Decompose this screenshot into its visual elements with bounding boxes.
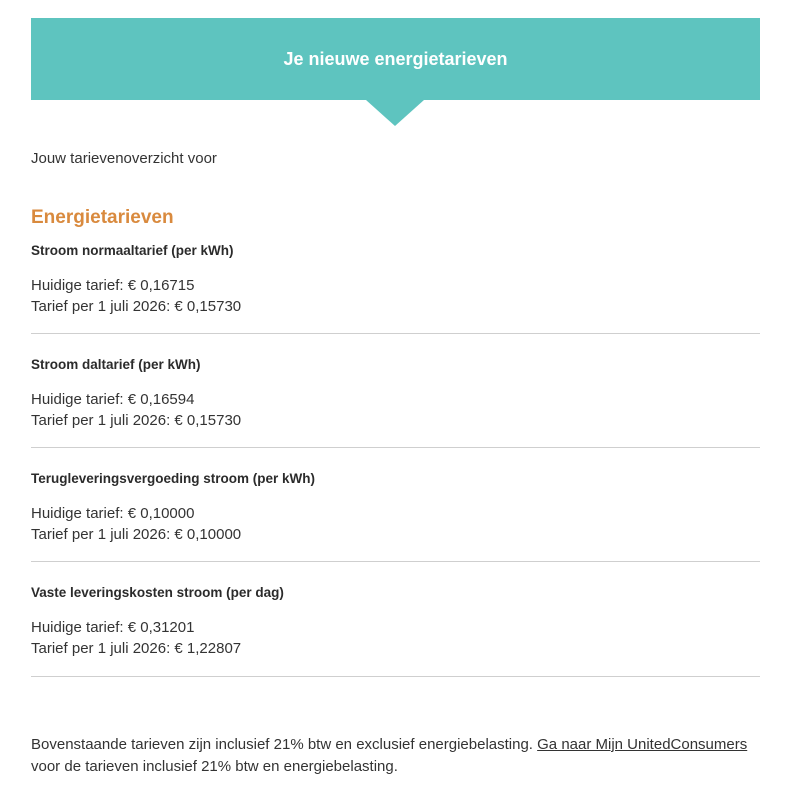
tariff-name: Terugleveringsvergoeding stroom (per kWh) bbox=[31, 471, 316, 486]
page-title: Je nieuwe energietarieven bbox=[283, 48, 508, 69]
tariff-current: Huidige tarief: € 0,16715 bbox=[31, 277, 195, 294]
tariff-future: Tarief per 1 juli 2026: € 0,15730 bbox=[31, 298, 242, 315]
tariff-name: Stroom normaaltarief (per kWh) bbox=[31, 243, 234, 258]
tariff-current: Huidige tarief: € 0,31201 bbox=[31, 619, 195, 636]
divider bbox=[31, 561, 760, 562]
tariff-future: Tarief per 1 juli 2026: € 1,22807 bbox=[31, 640, 242, 657]
divider bbox=[31, 333, 760, 334]
footer-text-before: Bovenstaande tarieven zijn inclusief 21% btw en exclusief energiebelasting. bbox=[31, 736, 538, 753]
footer-note bbox=[31, 734, 760, 778]
tariff-block-vaste-kosten bbox=[31, 585, 760, 659]
divider bbox=[31, 676, 760, 677]
tariff-block-dal bbox=[31, 357, 760, 431]
tariff-name: Vaste leveringskosten stroom (per dag) bbox=[31, 585, 284, 600]
tariff-name: Stroom daltarief (per kWh) bbox=[31, 357, 201, 372]
intro-text: Jouw tarievenoverzicht voor bbox=[31, 150, 217, 167]
mijn-unitedconsumers-link[interactable]: Ga naar Mijn UnitedConsumers bbox=[537, 736, 748, 753]
banner-arrow-icon bbox=[366, 100, 424, 126]
tariff-current: Huidige tarief: € 0,10000 bbox=[31, 505, 195, 522]
tariff-block-teruglevering bbox=[31, 471, 760, 545]
tariff-current: Huidige tarief: € 0,16594 bbox=[31, 391, 195, 408]
footer-text-after: voor de tarieven inclusief 21% btw en energiebelasting. bbox=[31, 758, 398, 775]
divider bbox=[31, 447, 760, 448]
tariff-block-normal bbox=[31, 243, 760, 317]
tariff-future: Tarief per 1 juli 2026: € 0,15730 bbox=[31, 412, 242, 429]
header-banner bbox=[31, 18, 760, 100]
tariff-future: Tarief per 1 juli 2026: € 0,10000 bbox=[31, 526, 242, 543]
section-title: Energietarieven bbox=[31, 207, 174, 228]
